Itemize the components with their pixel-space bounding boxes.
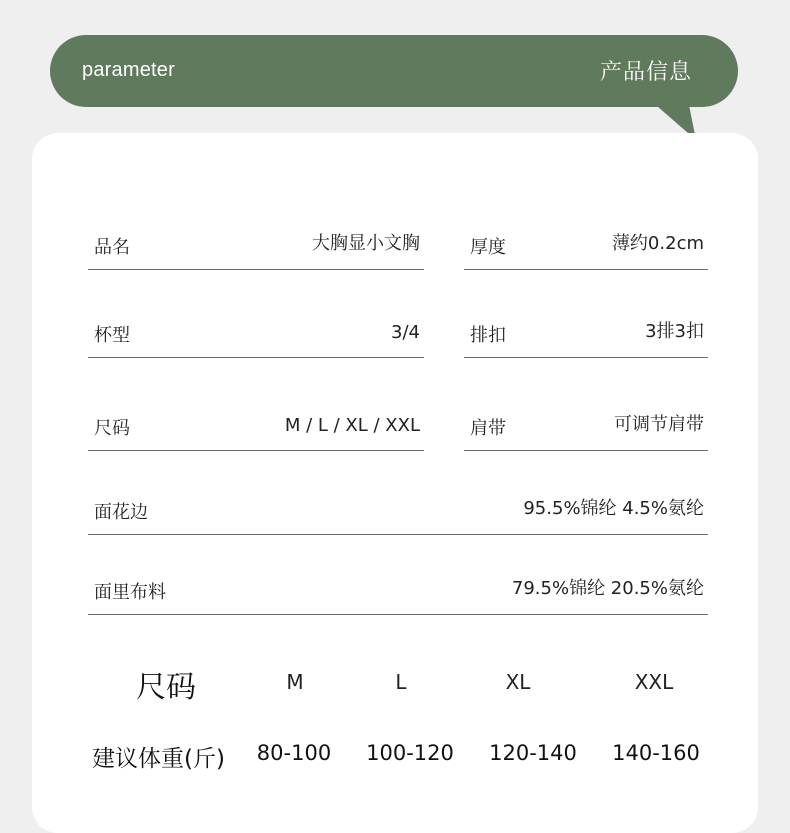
- field-label: 面里布料: [94, 582, 166, 603]
- size-header: XXL: [634, 670, 674, 694]
- field-strap: [464, 410, 708, 451]
- size-header: XL: [505, 670, 531, 694]
- field-value: 79.5%锦纶 20.5%氨纶: [511, 578, 704, 599]
- field-label: 面花边: [94, 502, 148, 523]
- field-thickness: [464, 229, 708, 270]
- size-table-size-label: 尺码: [136, 670, 196, 705]
- field-fabric: [88, 574, 708, 615]
- field-label: 厚度: [470, 237, 506, 258]
- size-header: M: [286, 670, 304, 694]
- parameter-banner: [50, 35, 738, 107]
- size-table-weight-label: 建议体重(斤): [92, 746, 225, 772]
- field-value: 3/4: [391, 322, 420, 343]
- weight-value: 120-140: [489, 741, 577, 765]
- field-value: 可调节肩带: [614, 414, 704, 435]
- field-size: [88, 410, 424, 451]
- field-name: [88, 229, 424, 270]
- field-value: M / L / XL / XXL: [284, 415, 420, 436]
- field-cup: [88, 317, 424, 358]
- weight-value: 140-160: [612, 741, 700, 765]
- field-value: 大胸显小文胸: [312, 233, 420, 254]
- field-hooks: [464, 317, 708, 358]
- weight-value: 80-100: [256, 741, 332, 765]
- field-lace: [88, 494, 708, 535]
- field-label: 品名: [94, 237, 130, 258]
- field-label: 排扣: [470, 325, 506, 346]
- field-label: 杯型: [94, 325, 130, 346]
- field-label: 肩带: [470, 418, 506, 439]
- field-label: 尺码: [94, 418, 130, 439]
- field-value: 薄约0.2cm: [611, 233, 704, 254]
- banner-english-title: parameter: [82, 59, 175, 81]
- banner-chinese-title: 产品信息: [599, 60, 692, 85]
- field-value: 3排3扣: [645, 321, 704, 342]
- weight-value: 100-120: [366, 741, 454, 765]
- field-value: 95.5%锦纶 4.5%氨纶: [523, 498, 704, 519]
- size-header: L: [395, 670, 407, 694]
